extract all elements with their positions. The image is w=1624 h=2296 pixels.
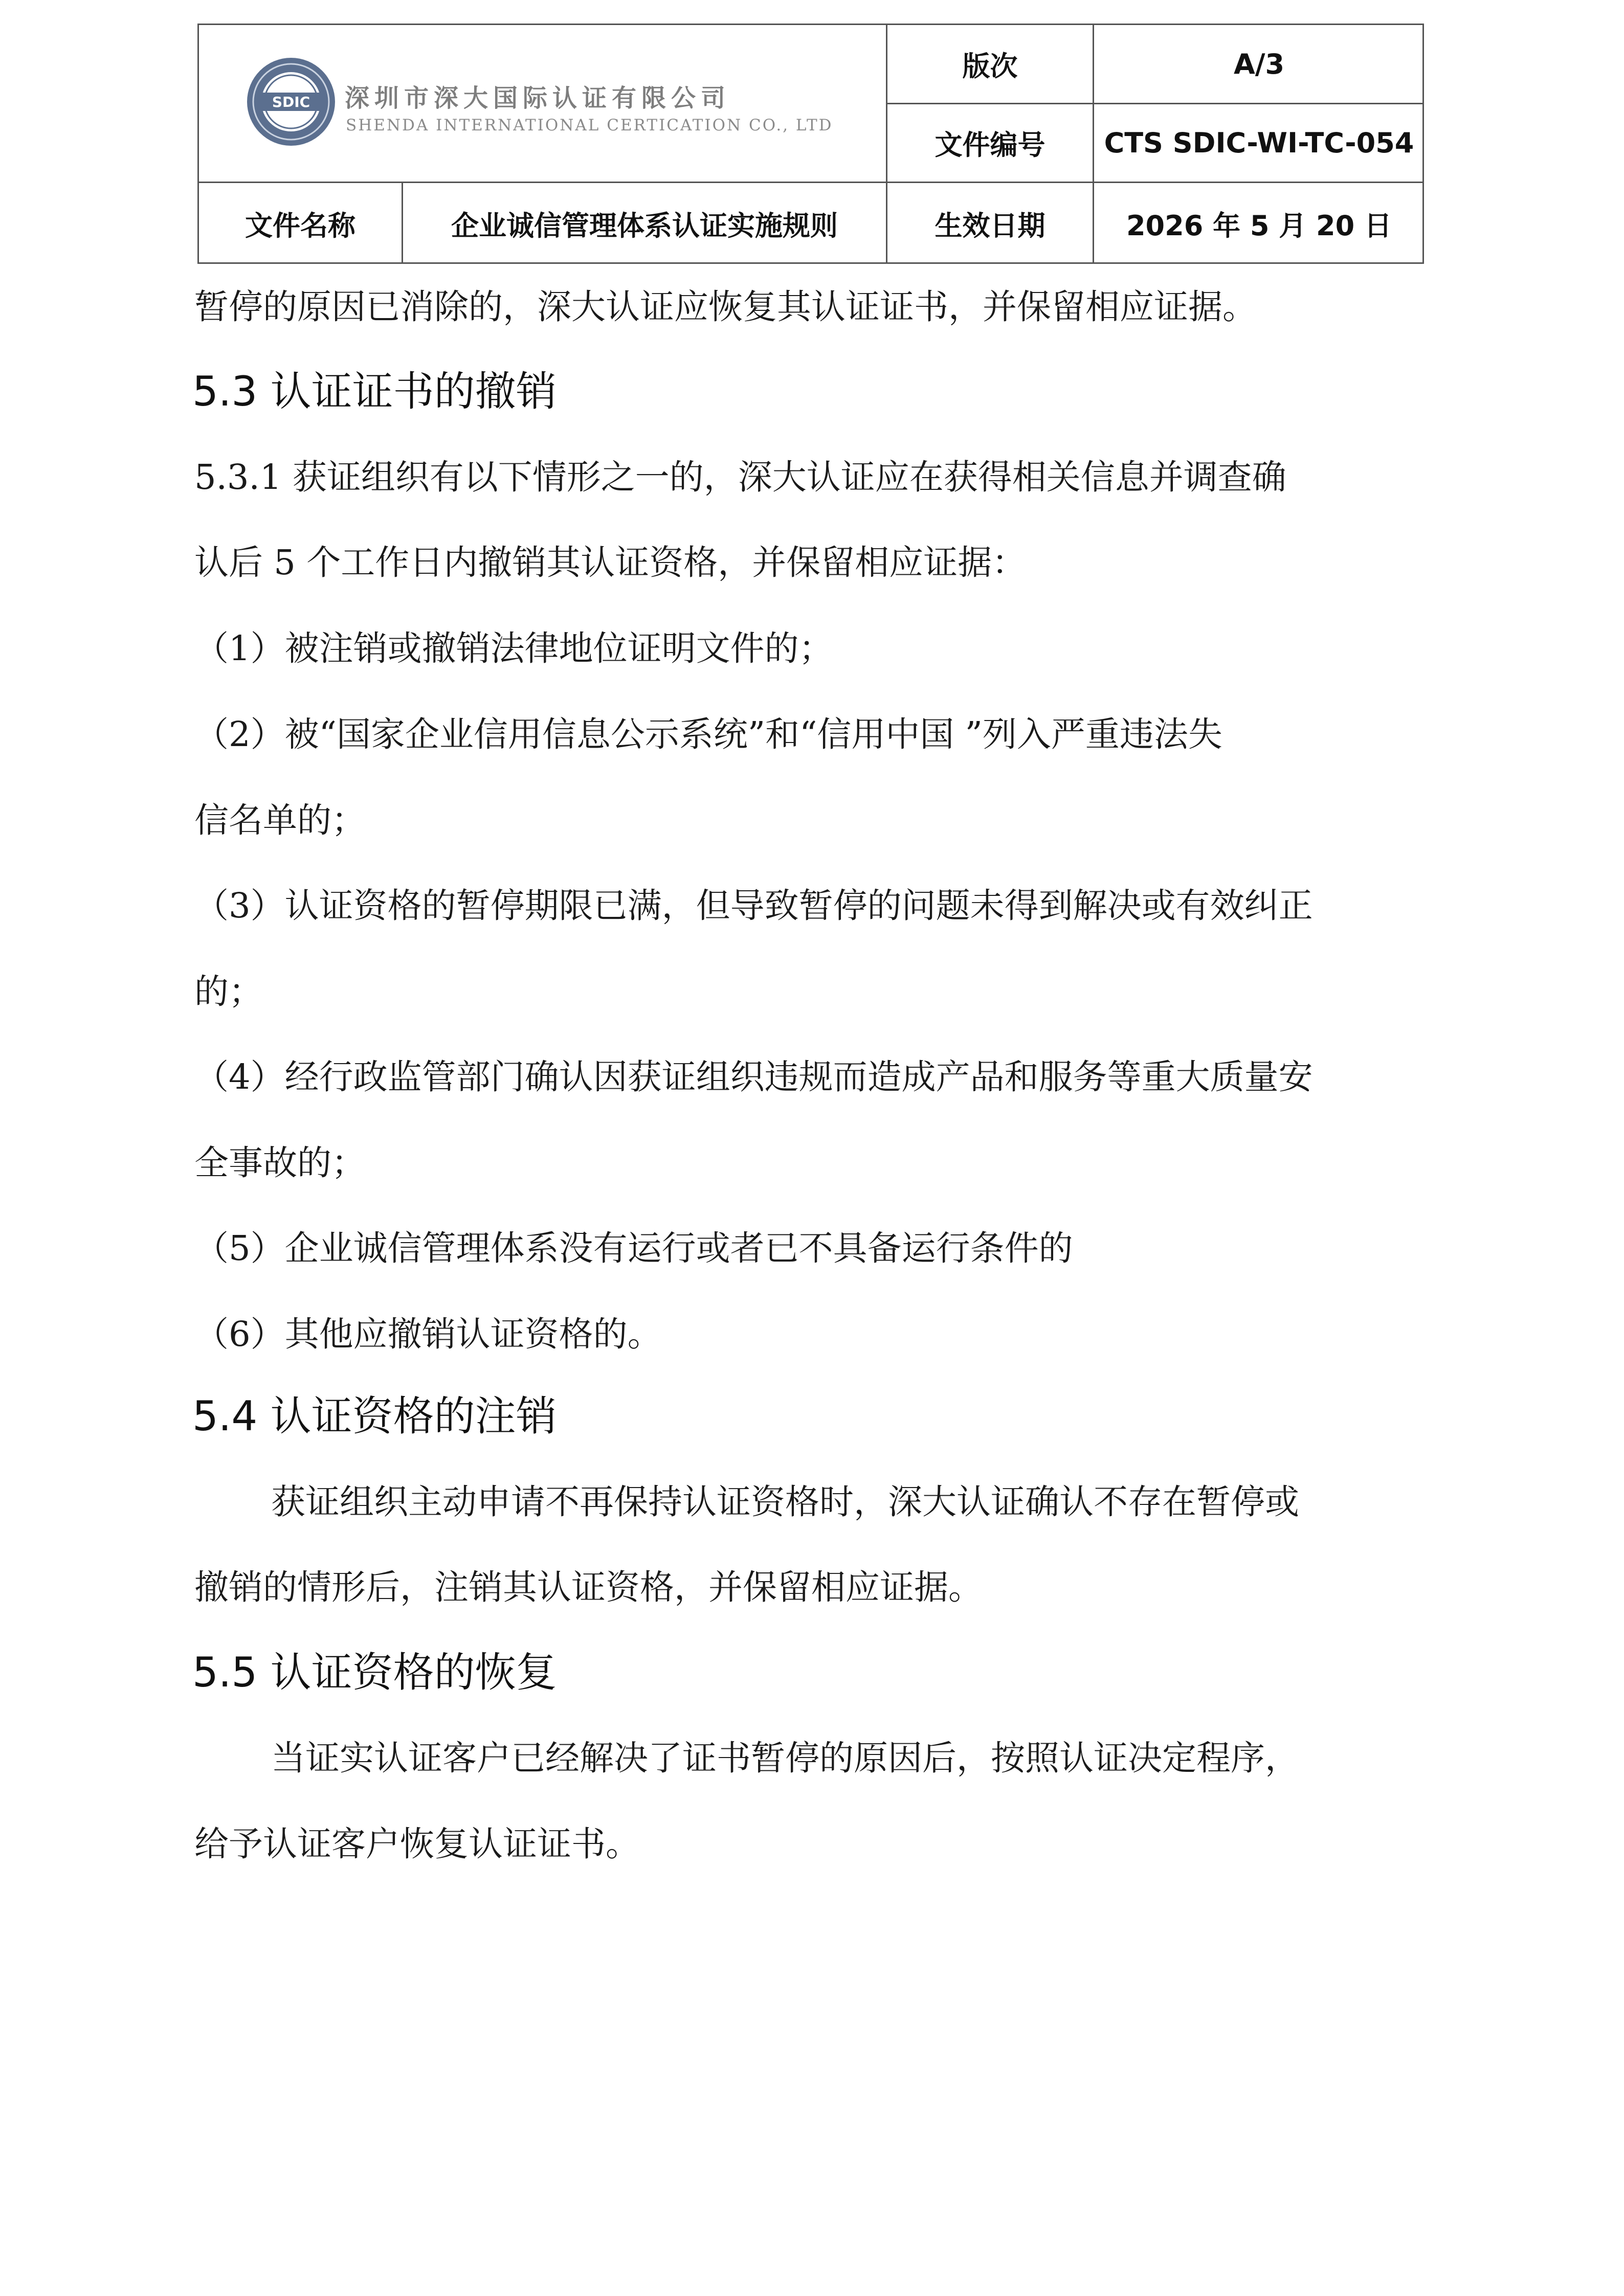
paragraph-5-3-1-line1: 5.3.1 获证组织有以下情形之一的，深大认证应在获得相关信息并调查确 (194, 457, 1286, 497)
doc-name-label: 文件名称 (245, 209, 355, 242)
version-label: 版次 (962, 50, 1018, 82)
list-item-3-line1: （3）认证资格的暂停期限已满，但导致暂停的问题未得到解决或有效纠正 (194, 886, 1313, 926)
list-item-2-line1: （2）被“国家企业信用信息公示系统”和“信用中国 ”列入严重违法失 (194, 714, 1222, 754)
paragraph-intro: 暂停的原因已消除的，深大认证应恢复其认证证书，并保留相应证据。 (194, 287, 1257, 327)
company-name-en: SHENDA INTERNATIONAL CERTICATION CO., LTD (346, 116, 833, 134)
version-value: A/3 (1233, 48, 1285, 80)
paragraph-5-4-line1: 获证组织主动申请不再保持认证资格时，深大认证确认不存在暂停或 (271, 1482, 1299, 1522)
section-heading-5-4: 5.4 认证资格的注销 (192, 1392, 557, 1440)
effective-date-value: 2026 年 5 月 20 日 (1126, 209, 1392, 242)
doc-number-value: CTS SDIC-WI-TC-054 (1104, 127, 1414, 159)
list-item-4-line2: 全事故的； (194, 1143, 366, 1183)
list-item-6: （6）其他应撤销认证资格的。 (194, 1314, 662, 1354)
section-heading-5-5: 5.5 认证资格的恢复 (192, 1649, 557, 1696)
paragraph-5-5-line2: 给予认证客户恢复认证证书。 (194, 1824, 640, 1864)
list-item-2-line2: 信名单的； (194, 800, 366, 840)
svg-text:SDIC: SDIC (272, 94, 310, 110)
effective-date-label: 生效日期 (935, 209, 1045, 242)
list-item-1: （1）被注销或撤销法律地位证明文件的； (194, 628, 833, 668)
doc-number-label: 文件编号 (935, 129, 1045, 161)
paragraph-5-3-1-line2: 认后 5 个工作日内撤销其认证资格，并保留相应证据： (194, 543, 1027, 582)
list-item-3-line2: 的； (194, 972, 263, 1011)
document-header-table (197, 24, 1424, 264)
paragraph-5-5-line1: 当证实认证客户已经解决了证书暂停的原因后，按照认证决定程序， (271, 1738, 1299, 1778)
company-logo (245, 56, 833, 153)
list-item-4-line1: （4）经行政监管部门确认因获证组织违规而造成产品和服务等重大质量安 (194, 1057, 1313, 1097)
section-heading-5-3: 5.3 认证证书的撤销 (192, 368, 557, 415)
company-seal-icon (245, 56, 337, 148)
doc-name-value: 企业诚信管理体系认证实施规则 (451, 209, 838, 242)
paragraph-5-4-line2: 撤销的情形后，注销其认证资格，并保留相应证据。 (194, 1567, 983, 1607)
company-name-cn: 深圳市深大国际认证有限公司 (345, 84, 731, 112)
list-item-5: （5）企业诚信管理体系没有运行或者已不具备运行条件的 (194, 1228, 1073, 1268)
